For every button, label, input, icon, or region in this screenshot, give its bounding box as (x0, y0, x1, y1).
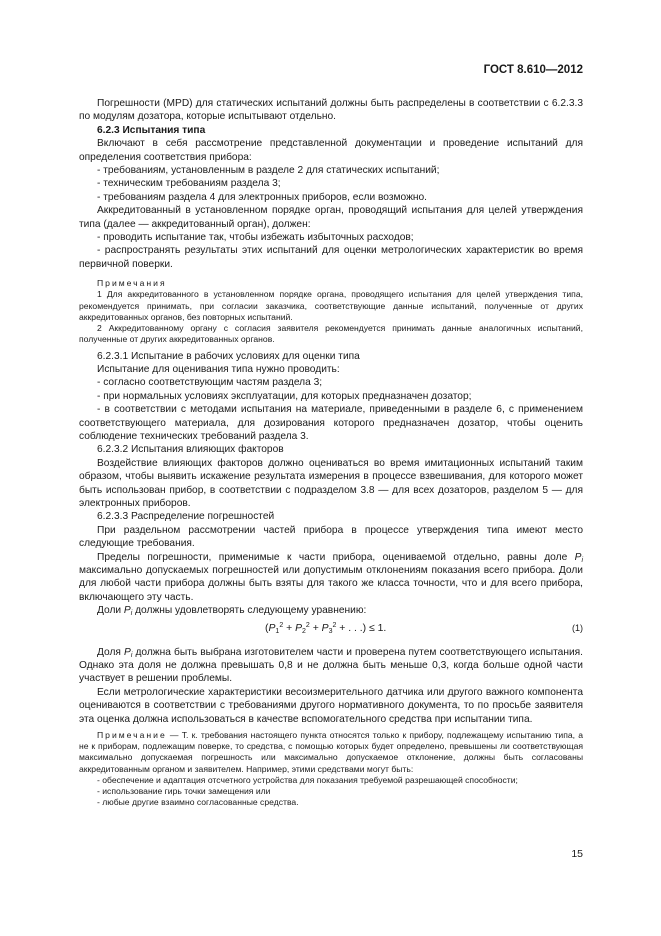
formula-number: (1) (572, 622, 583, 633)
paragraph: Доля $P_i$ должна быть выбрана изготовителем части и проверена путем соответствующего испытания. Однако эта доля не должна превышать 0,8 и не должна быть меньше 0,3, когда больше одной части участвует в решении проблемы. (79, 646, 583, 685)
list-item: - техническим требованиям раздела 3; (97, 178, 281, 190)
note-2: Примечание — Т. к. требования настоящего пункта относятся только к прибору, подлежащему испытанию типа, а не к приборам, подлежащим поверке, то средства, с помощью которых будет определено, превышены ли соответствующая максимально допускаемая погрешность или максимально допускаемое отклонение, должны быть согласованы аккредитованным органом и заявителем. Например, этими средствами могут быть: (79, 730, 583, 774)
paragraph: Воздействие влияющих факторов должно оцениваться во время имитационных испытаний таким образом, чтобы выявить искажение результата измерения в процессе взвешивания, для которого может быть использован прибор, в соответствии с подразделом 3.8 — для всех дозаторов, разделом 5 — для электронных приборов. (79, 457, 583, 509)
note-list-item: - использование гирь точки замещения или (97, 786, 271, 797)
paragraph: При раздельном рассмотрении частей прибора в процессе утверждения типа имеют место следующие требования. (79, 524, 583, 550)
section-heading-6-2-3-3: 6.2.3.3 Распределение погрешностей (97, 511, 275, 523)
paragraph: Доли $P_i$ должны удовлетворять следующему уравнению: (97, 605, 367, 618)
list-item: - согласно соответствующим частям раздела 3; (97, 377, 323, 389)
section-heading-6-2-3-1: 6.2.3.1 Испытание в рабочих условиях для оценки типа (97, 350, 360, 362)
list-item: - распространять результаты этих испытаний для оценки метрологических характеристик во время первичной поверки. (79, 245, 583, 270)
list-item: - при нормальных условиях эксплуатации, для которых предназначен дозатор; (97, 390, 472, 402)
paragraph: Включают в себя рассмотрение представленной документации и проведение испытаний для определения соответствия прибора: (79, 138, 583, 163)
note-list-item: - обеспечение и адаптация отсчетного устройства для показания требуемой разрешающей способности; (97, 774, 518, 785)
note-1: 1 Для аккредитованного в установленном порядке органа, проводящего испытания для целей утверждения типа, рекомендуется принимать, при согласии заказчика, соответствующие данные испытаний, полученные от других аккредитованных органов, без повторных испытаний. (79, 289, 583, 322)
document-body (79, 97, 583, 808)
page-number: 15 (571, 848, 583, 860)
document-header: ГОСТ 8.610—2012 (483, 64, 583, 76)
paragraph: Пределы погрешности, применимые к части прибора, оцениваемой отдельно, равны доле $P_i$ максимально допускаемых погрешностей или допустимым отклонениям показания всего прибора. Доли для любой части прибора должны быть взяты для такого же класса точности, что и для всего прибора, включающего эту часть. (79, 551, 583, 603)
paragraph: Аккредитованный в установленном порядке орган, проводящий испытания для целей утверждения типа (далее — аккредитованный орган), должен: (79, 205, 583, 230)
formula-expression: ($P_1^2 + P_2^2 + P_3^2$ + . . .) ≤ 1. (265, 621, 387, 635)
note-2: 2 Аккредитованному органу с согласия заявителя рекомендуется принимать данные аналогичных испытаний, полученные от других аккредитованных органов. (79, 323, 583, 345)
note-list-item: - любые другие взаимно согласованные средства. (97, 797, 299, 808)
list-item: - в соответствии с методами испытания на материале, приведенными в разделе 6, с применением соответствующего материала, для дозирования которого предназначен дозатор, чтобы оценить соблюдение технических требований раздела 3. (79, 404, 583, 442)
section-heading-6-2-3: 6.2.3 Испытания типа (97, 124, 206, 136)
paragraph: Испытание для оценивания типа нужно проводить: (97, 363, 340, 375)
notes-title: Примечания (97, 278, 167, 289)
list-item: - требованиям раздела 4 для электронных приборов, если возможно. (97, 191, 428, 203)
list-item: - требованиям, установленным в разделе 2 для статических испытаний; (97, 165, 440, 177)
formula-1 (79, 620, 583, 642)
paragraph: Погрешности (MPD) для статических испытаний должны быть распределены в соответствии с 6.2.3.3 по модулям дозатора, которые испытывают отдельно. (79, 98, 583, 123)
section-heading-6-2-3-2: 6.2.3.2 Испытания влияющих факторов (97, 444, 284, 456)
paragraph: Если метрологические характеристики весоизмерительного датчика или другого важного компонента оцениваются в соответствии с требованиями другого нормативного документа, то по просьбе заявителя эта оценка должна использоваться в качестве вспомогательного средства при испытании типа. (79, 686, 583, 725)
list-item: - проводить испытание так, чтобы избежать избыточных расходов; (97, 232, 414, 244)
